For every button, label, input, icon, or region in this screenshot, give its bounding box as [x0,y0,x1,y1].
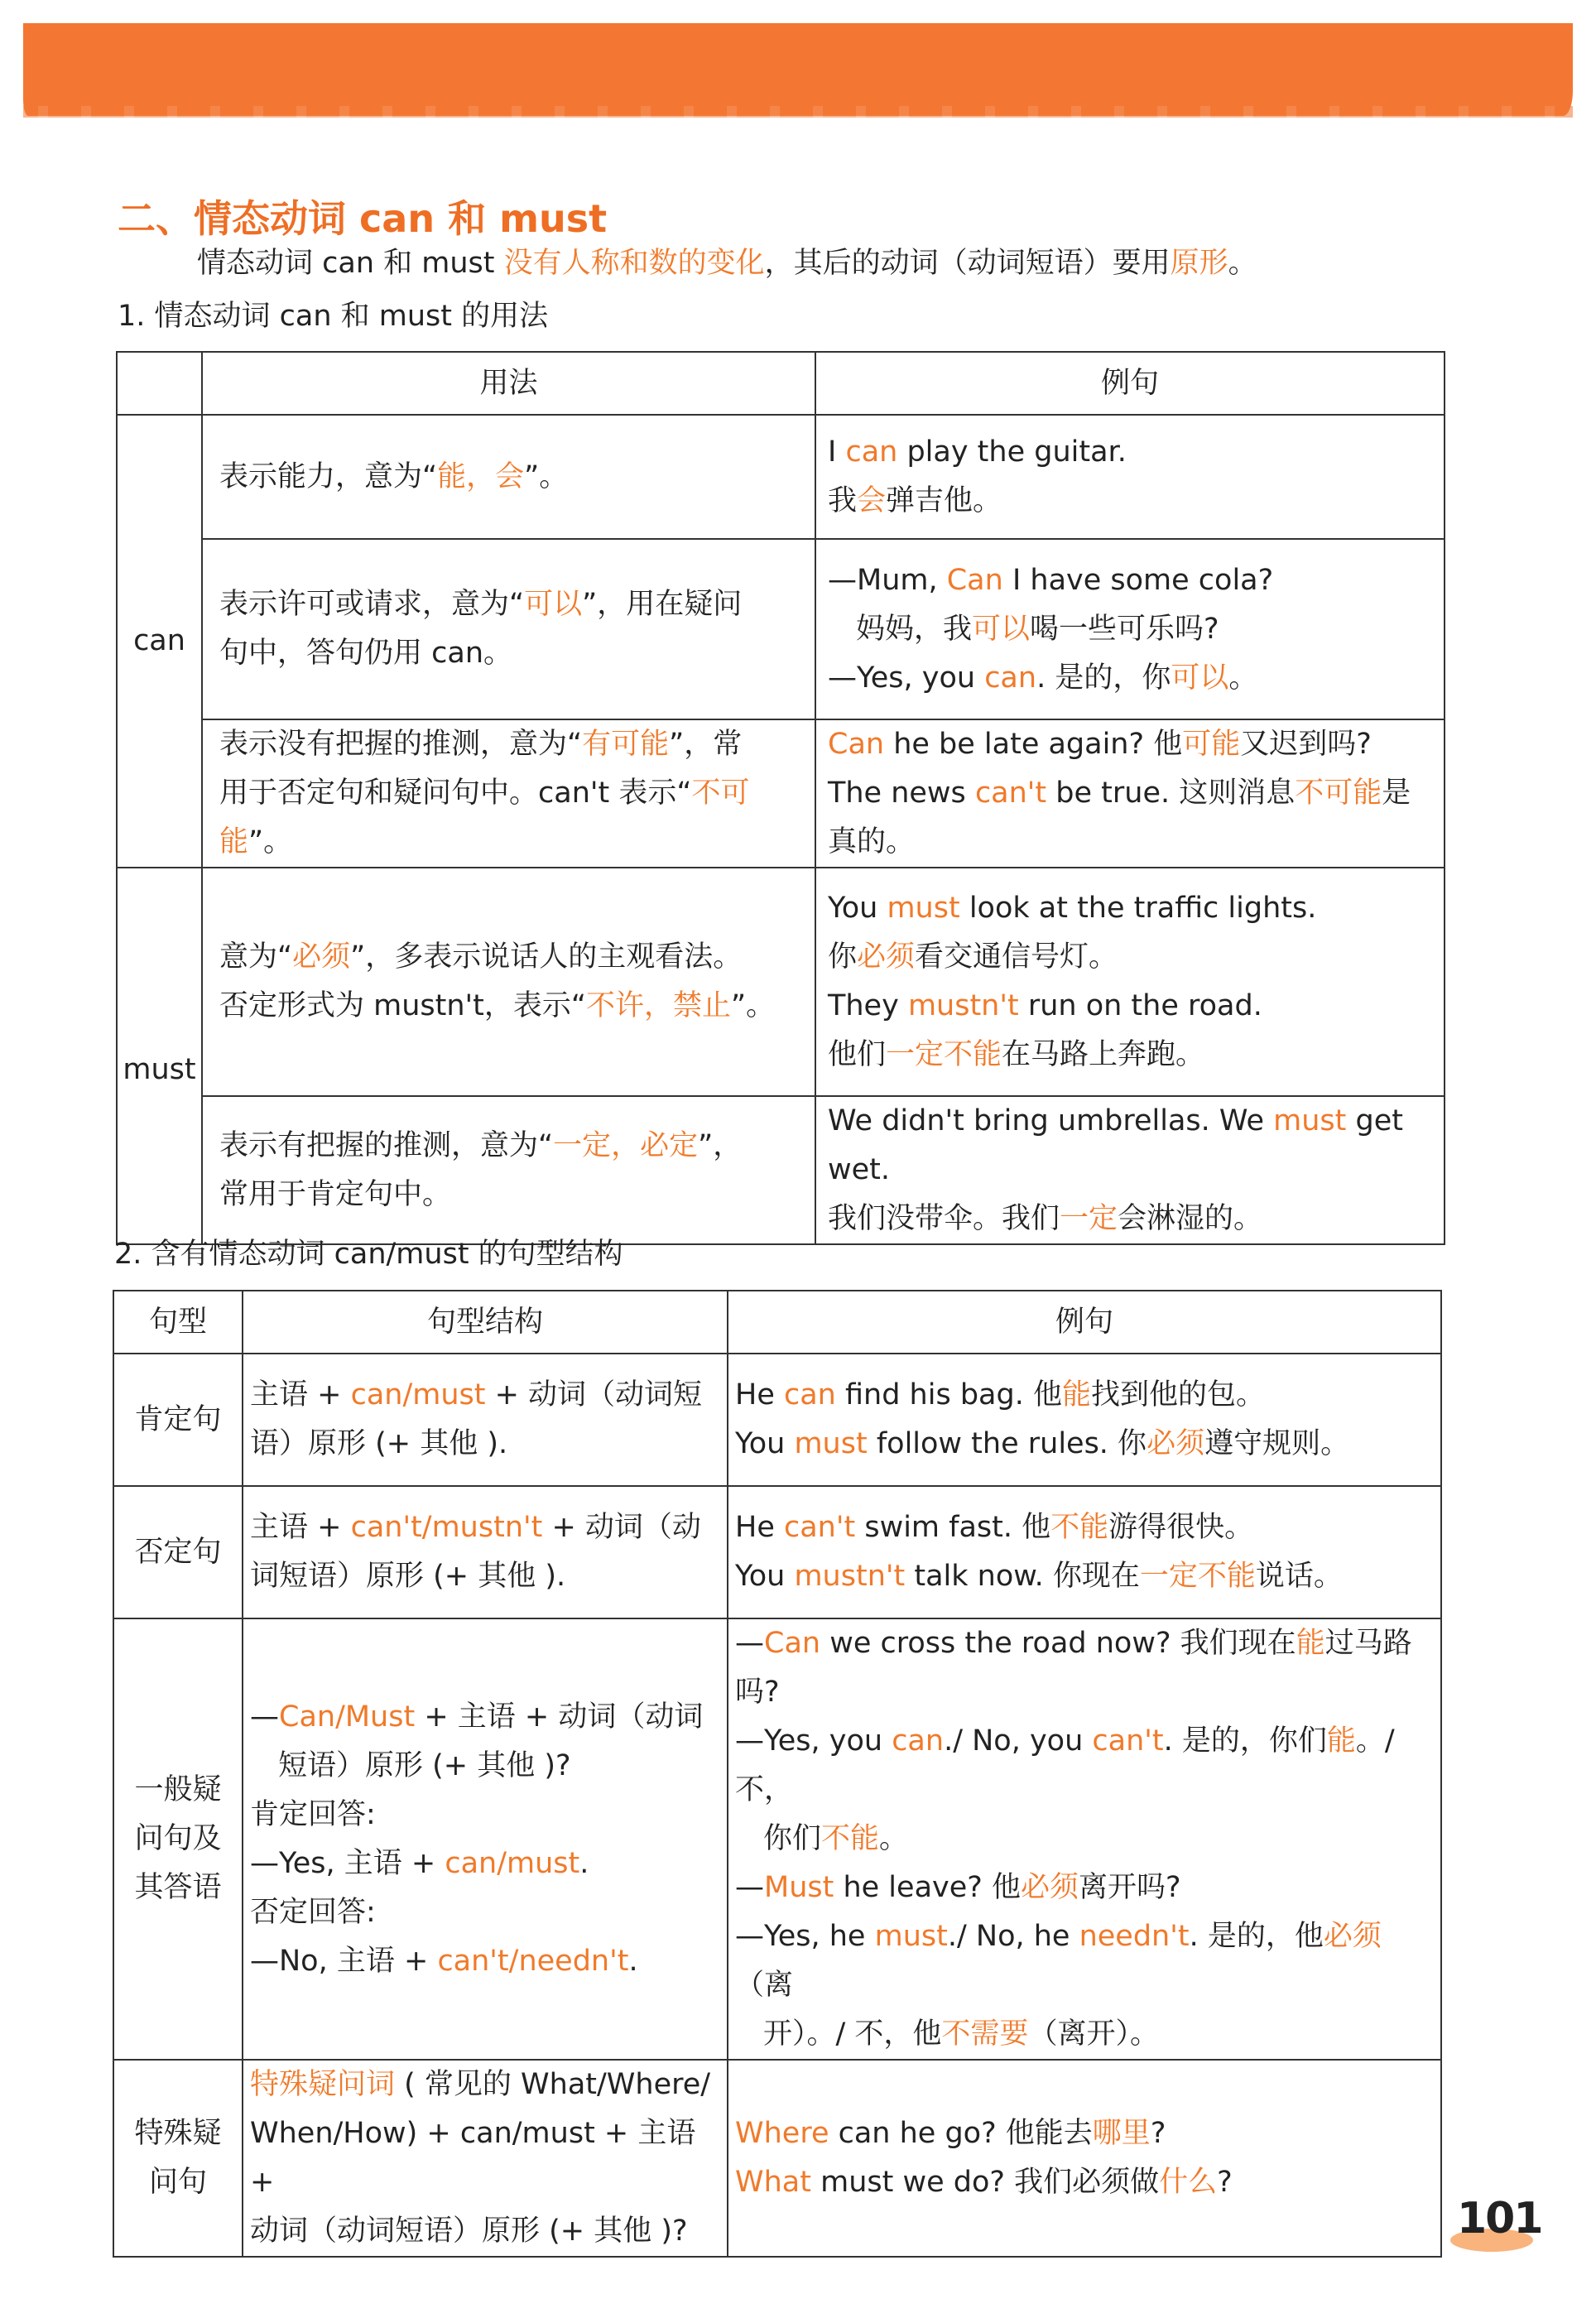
text-segment: + 主语 + 动词（动词 [415,1700,704,1734]
text-line [735,1619,1434,1717]
text-segment: 他们 [828,1038,887,1071]
text-segment: —Yes, he [735,1920,875,1953]
highlight-text: 必须 [1323,1920,1382,1953]
structure-table [113,1290,1442,2258]
text-line [735,1912,1434,2010]
text-segment: 弹吉他。 [886,484,1002,517]
text-line [250,1552,720,1601]
highlight-text: 不许，禁止 [586,989,732,1022]
modal-verb-cell [117,415,202,868]
text-segment: 动词（动词短语）原形 (+ 其他 )? [250,2215,688,2248]
text-segment: talk now. 你现在 [905,1560,1140,1593]
text-segment: — [735,1627,764,1660]
highlight-text: 可能 [1182,728,1241,761]
table-row [117,539,1445,719]
text-line [735,1420,1434,1469]
highlight-text: What [735,2166,811,2199]
text-segment: ”，常 [669,728,743,761]
text-segment: ”， [698,1128,743,1162]
example-cell [815,415,1445,539]
text-line [828,556,1432,605]
text-segment: You [828,892,887,925]
highlight-text: needn't [1079,1920,1190,1953]
text-segment: 否定回答: [250,1895,376,1929]
text-segment: They [828,989,908,1022]
text-line [250,2207,720,2256]
table-row [113,2060,1441,2257]
text-segment: 妈妈，我 [856,612,973,646]
usage-cell [202,1096,815,1244]
text-segment: You [735,1427,795,1460]
highlight-text: can [845,435,898,469]
text-segment: 开）。/ 不，他 [763,2017,942,2051]
text-line [219,982,798,1031]
highlight-text: 一定不能 [886,1038,1002,1071]
text-segment: —Yes, 主语 + [250,1846,445,1880]
structure-table-caption: 2. 含有情态动词 can/must 的句型结构 [114,1238,623,1271]
text-segment: 找到他的包。 [1090,1378,1265,1411]
sentence-type-label: 其答语 [134,1871,222,1904]
sentence-type-label: 否定句 [134,1535,222,1569]
text-segment: . [628,1944,638,1978]
text-line [735,1371,1434,1420]
text-line [735,1552,1434,1601]
text-segment: 遵守规则。 [1204,1427,1350,1460]
text-line [219,580,798,629]
text-segment: —No, 主语 + [250,1944,438,1978]
text-segment: 情态动词 can 和 must [197,247,504,280]
text-segment: follow the rules. 你 [867,1427,1147,1460]
highlight-text: 会 [857,484,887,517]
modal-verb-label: can [133,624,185,657]
header-banner [23,23,1573,116]
text-segment: can he go? 他能去 [829,2117,1093,2150]
sentence-type-label: 一般疑 [134,1773,222,1806]
text-segment: ”，多表示说话人的主观看法。 [350,940,743,974]
modal-verb-label: must [123,1053,196,1086]
highlight-text: Can [828,728,885,761]
highlight-text: can/must [350,1378,486,1411]
highlight-text: can't [783,1511,856,1544]
example-cell [728,1486,1441,1618]
usage-cell [202,415,815,539]
header-cell [117,352,202,415]
usage-table-caption: 1. 情态动词 can 和 must 的用法 [118,300,549,333]
text-segment: find his bag. 他 [835,1378,1062,1411]
usage-table-header-row [117,352,1445,415]
text-line [828,1031,1432,1080]
text-segment: 用于否定句和疑问句中。can't 表示“ [219,777,692,810]
header-cell: 句型 [113,1291,243,1354]
table-row [113,1618,1441,2060]
text-segment: 游得很快。 [1108,1511,1254,1544]
highlight-text: Can [946,563,1003,597]
highlight-text: can't/needn't [437,1944,629,1978]
text-line [250,1420,720,1469]
text-segment: ”。 [731,989,776,1022]
text-segment: be true. 这则消息 [1046,777,1296,810]
text-segment: . 是的，你们 [1163,1724,1327,1758]
highlight-text: 可以 [972,612,1031,646]
text-line [250,1839,720,1888]
text-line [735,2109,1434,2158]
header-cell: 用法 [202,352,815,415]
table-row [117,719,1445,868]
text-segment: . [579,1846,589,1880]
sentence-type-cell [113,2060,243,2257]
highlight-text: 没有人称和数的变化 [503,247,765,280]
highlight-text: 一定不能 [1139,1560,1256,1593]
text-segment: we cross the road now? 我们现在 [820,1627,1296,1660]
text-line [828,884,1432,933]
text-segment: 词短语）原形 (+ 其他 ). [250,1560,566,1593]
example-cell [728,1354,1441,1486]
text-line [828,605,1432,654]
text-segment: 短语）原形 (+ 其他 )? [278,1748,571,1782]
text-segment: 过马路吗? [735,1627,1412,1709]
highlight-text: Must [764,1871,834,1904]
text-segment: 语）原形 (+ 其他 ). [250,1427,508,1460]
text-segment: 我 [828,484,858,517]
text-segment: must we do? 我们必须做 [810,2166,1160,2199]
text-segment: — [735,1871,764,1904]
text-segment: 又迟到吗? [1240,728,1372,761]
example-cell [815,1096,1445,1244]
text-segment: swim fast. 他 [855,1511,1051,1544]
text-segment: （离开）。 [1028,2017,1159,2051]
highlight-text: 必须 [1147,1427,1205,1460]
structure-cell [243,2060,728,2257]
example-cell [815,539,1445,719]
text-line [828,428,1432,477]
text-segment: He [735,1378,784,1411]
text-segment: + 动词（动 [542,1511,701,1544]
structure-cell [243,1354,728,1486]
text-line [828,769,1432,867]
example-cell [728,2060,1441,2257]
header-cell: 例句 [728,1291,1441,1354]
text-line [828,477,1432,526]
highlight-text: 原形 [1170,247,1228,280]
highlight-text: Can/Must [279,1700,416,1734]
text-segment: 常用于肯定句中。 [219,1177,452,1211]
highlight-text: 能 [1296,1627,1325,1660]
text-segment: —Mum, [828,563,947,597]
text-line [735,1815,1434,1864]
text-segment: 表示许可或请求，意为“ [219,588,525,621]
text-segment: ”，用在疑问 [582,588,743,621]
table-row [117,868,1445,1096]
text-line [219,453,798,502]
text-line [828,1195,1432,1243]
text-segment: ? [1217,2166,1233,2199]
text-segment: . 是的，他 [1189,1920,1324,1953]
highlight-text: 不需要 [941,2017,1029,2051]
text-line [828,982,1432,1031]
text-segment: He [735,1511,784,1544]
text-segment: 看交通信号灯。 [915,940,1118,974]
highlight-text: 必须 [1020,1871,1079,1904]
text-segment: ”。 [524,459,569,493]
highlight-text: 可以 [1171,661,1229,695]
text-line [250,1742,720,1791]
modal-verb-cell [117,868,202,1244]
highlight-text: 特殊疑问词 [250,2068,396,2101]
highlight-text: can [783,1378,836,1411]
text-segment: he be late again? 他 [884,728,1183,761]
sentence-type-label: 问句 [148,2166,207,2199]
highlight-text: 必须 [857,940,916,974]
text-segment: 。 [1228,247,1257,280]
text-line [250,2109,720,2207]
text-line [219,933,798,982]
highlight-text: 不可能 [1295,777,1382,810]
text-line [250,1791,720,1839]
text-line [250,1503,720,1552]
text-segment: 说话。 [1255,1560,1343,1593]
text-segment: ( 常见的 What/Where/ [395,2068,711,2101]
highlight-text: mustn't [794,1560,906,1593]
text-line [219,1171,798,1219]
text-segment: When/How) + can/must + 主语 + [250,2117,696,2199]
text-segment: —Yes, you [828,661,985,695]
text-segment: ? [1150,2117,1166,2150]
usage-cell [202,719,815,868]
text-segment: ”。 [248,825,293,858]
structure-cell [243,1486,728,1618]
highlight-text: 有可能 [582,728,670,761]
text-line [828,720,1432,769]
text-segment: get wet. [828,1104,1403,1186]
highlight-text: 能 [1061,1378,1091,1411]
text-segment: We didn't bring umbrellas. We [828,1104,1274,1137]
text-segment: 。 [879,1822,909,1855]
header-cell: 例句 [815,352,1445,415]
text-line [828,933,1432,982]
text-line [250,2061,720,2109]
text-line [735,1503,1434,1552]
text-line [735,2158,1434,2207]
text-segment: 离开吗? [1078,1871,1181,1904]
text-segment: 主语 + [250,1378,351,1411]
text-segment: ./ No, he [947,1920,1079,1953]
text-segment: The news [828,777,975,810]
section-title: 二、情态动词 can 和 must [118,196,608,241]
highlight-text: 不能 [1050,1511,1109,1544]
highlight-text: 能，会 [437,459,525,493]
text-line [735,1717,1434,1815]
table-row [113,1354,1441,1486]
table-row [117,415,1445,539]
highlight-text: 不能 [821,1822,880,1855]
highlight-text: 可以 [524,588,583,621]
header-banner-edge [23,106,1573,118]
text-line [219,720,798,769]
text-segment: he leave? 他 [834,1871,1021,1904]
highlight-text: Where [735,2117,829,2150]
text-line [828,654,1432,703]
text-segment: 句中，答句仍用 can。 [219,637,512,670]
highlight-text: 一定 [1060,1202,1118,1235]
text-segment: 我们没带伞。我们 [828,1202,1060,1235]
text-line [250,1693,720,1742]
highlight-text: 必须 [292,940,351,974]
highlight-text: Can [764,1627,821,1660]
example-cell [728,1618,1441,2060]
highlight-text: mustn't [907,989,1019,1022]
highlight-text: 哪里 [1092,2117,1151,2150]
text-segment: — [250,1700,279,1734]
text-segment: 在马路上奔跑。 [1002,1038,1205,1071]
highlight-text: must [1273,1104,1347,1137]
text-segment: look at the traffic lights. [959,892,1317,925]
text-segment: 意为“ [219,940,293,974]
text-line [219,1122,798,1171]
example-cell [815,719,1445,868]
text-line [219,769,798,867]
structure-cell [243,1618,728,2060]
text-segment: 是真的。 [828,777,1411,858]
text-segment: I have some cola? [1002,563,1274,597]
text-line [828,1097,1432,1195]
text-segment: （离 [735,1969,794,2002]
text-segment: 主语 + [250,1511,351,1544]
text-line [735,2010,1434,2059]
sentence-type-cell [113,1618,243,2060]
usage-cell [202,868,815,1096]
text-line [735,1864,1434,1912]
highlight-text: 什么 [1159,2166,1218,2199]
text-segment: 肯定回答: [250,1797,376,1831]
highlight-text: 一定，必定 [553,1128,699,1162]
highlight-text: can/must [445,1846,580,1880]
text-segment: run on the road. [1018,989,1262,1022]
text-segment: I [828,435,846,469]
sentence-type-cell [113,1486,243,1618]
text-segment: play the guitar. [897,435,1127,469]
text-segment: 。 [1228,661,1258,695]
usage-table [116,351,1445,1245]
table-row [113,1486,1441,1618]
section-intro [197,243,1257,283]
text-segment: 表示能力，意为“ [219,459,438,493]
highlight-text: can [984,661,1037,695]
example-cell [815,868,1445,1096]
sentence-type-cell [113,1354,243,1486]
highlight-text: can [892,1724,945,1758]
highlight-text: must [887,892,960,925]
text-line [250,1937,720,1986]
header-cell: 句型结构 [243,1291,728,1354]
text-segment: 你们 [763,1822,822,1855]
text-segment: 否定形式为 mustn't，表示“ [219,989,587,1022]
usage-cell [202,539,815,719]
highlight-text: can't [1092,1724,1164,1758]
text-line [219,629,798,678]
text-segment: —Yes, you [735,1724,892,1758]
highlight-text: must [874,1920,948,1953]
text-segment: 。/ 不， [735,1724,1395,1806]
text-segment: 喝一些可乐吗? [1030,612,1219,646]
text-segment: ，其后的动词（动词短语）要用 [764,247,1171,280]
highlight-text: can't [974,777,1047,810]
highlight-text: must [794,1427,868,1460]
text-line [250,1888,720,1937]
text-segment: You [735,1560,795,1593]
text-segment: 表示有把握的推测，意为“ [219,1128,554,1162]
text-segment: 表示没有把握的推测，意为“ [219,728,583,761]
structure-table-header-row [113,1291,1441,1354]
text-segment: 会淋湿的。 [1118,1202,1263,1235]
text-segment: + 动词（动词短 [485,1378,703,1411]
text-segment: 你 [828,940,858,974]
sentence-type-label: 问句及 [134,1822,222,1855]
text-line [250,1371,720,1420]
text-segment: . 是的，你 [1036,661,1171,695]
sentence-type-label: 肯定句 [134,1402,222,1436]
sentence-type-label: 特殊疑 [134,2117,222,2150]
highlight-text: 不可能 [219,777,750,858]
table-row [117,1096,1445,1244]
page-number: 101 [1457,2194,1542,2243]
text-segment: ./ No, you [944,1724,1093,1758]
highlight-text: 能 [1326,1724,1356,1758]
highlight-text: can't/mustn't [350,1511,543,1544]
